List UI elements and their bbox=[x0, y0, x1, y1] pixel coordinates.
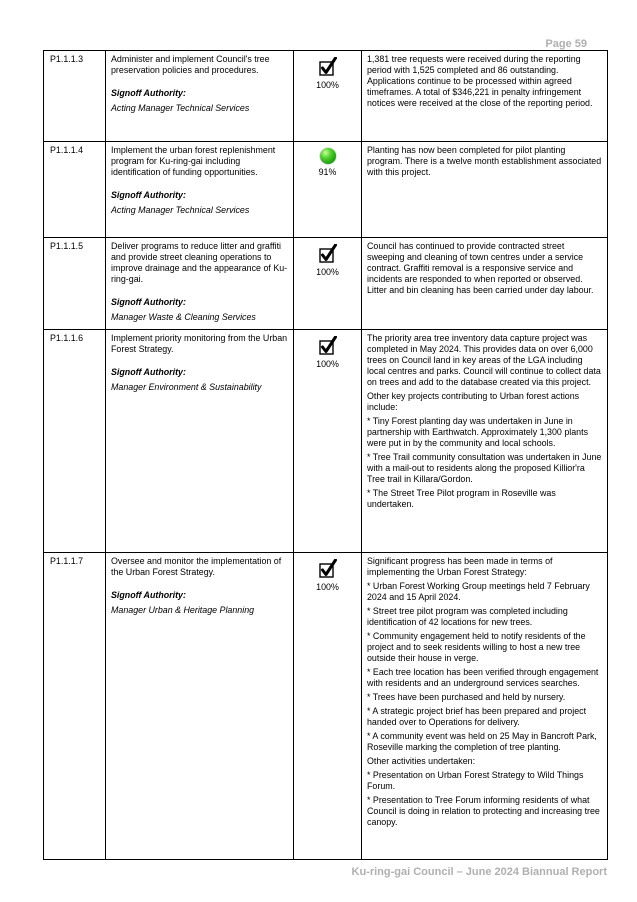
status-percent: 100% bbox=[316, 582, 339, 592]
status-cell bbox=[294, 238, 362, 330]
comment-paragraph: * The Street Tree Pilot program in Roseville was undertaken. bbox=[367, 488, 556, 509]
action-code: P1.1.1.5 bbox=[44, 238, 106, 330]
signoff-name: Manager Waste & Cleaning Services bbox=[111, 312, 256, 322]
action-description: Implement priority monitoring from the Urban Forest Strategy. bbox=[111, 333, 288, 354]
comment-paragraph: * Tree Trail community consultation was undertaken in June with a mail-out to residents along the proposed Killior'ra Tree trail in Killara/Gordon. bbox=[367, 452, 602, 484]
comment-paragraph: 1,381 tree requests were received during the reporting period with 1,525 completed and 86 outstanding. Applications continue to be processed within agreed timeframes. A total of $346,221 in penalty infringement notices were received at the close of the reporting period. bbox=[367, 54, 593, 108]
table-row bbox=[44, 238, 608, 330]
comment-paragraph: * Street tree pilot program was completed including identification of 42 locations for new trees. bbox=[367, 606, 568, 627]
signoff-name: Manager Urban & Heritage Planning bbox=[111, 605, 255, 615]
status-percent: 100% bbox=[316, 359, 339, 369]
comments-cell bbox=[362, 51, 608, 142]
table-row bbox=[44, 142, 608, 238]
action-code: P1.1.1.4 bbox=[44, 142, 106, 238]
comment-paragraph: * Tiny Forest planting day was undertaken in June in partnership with Earthwatch. Approximately 1,300 plants were put in by the community and local schools. bbox=[367, 416, 589, 448]
page-number: Page 59 bbox=[545, 38, 587, 50]
comment-paragraph: * A community event was held on 25 May in Bancroft Park, Roseville marking the completion of tree planting. bbox=[367, 731, 597, 752]
signoff-name: Acting Manager Technical Services bbox=[111, 103, 250, 113]
checkmark-icon bbox=[319, 244, 337, 264]
action-description: Oversee and monitor the implementation of the Urban Forest Strategy. bbox=[111, 556, 282, 577]
green-dot-icon bbox=[320, 148, 336, 164]
action-code: P1.1.1.6 bbox=[44, 330, 106, 553]
status-cell bbox=[294, 142, 362, 238]
comment-paragraph: Significant progress has been made in terms of implementing the Urban Forest Strategy: bbox=[367, 556, 553, 577]
comment-paragraph: * Presentation to Tree Forum informing residents of what Council is doing in relation to protecting and increasing tree canopy. bbox=[367, 795, 600, 827]
comment-paragraph: * Trees have been purchased and held by nursery. bbox=[367, 692, 566, 702]
comment-paragraph: Other activities undertaken: bbox=[367, 756, 476, 766]
action-code: P1.1.1.7 bbox=[44, 553, 106, 860]
signoff-label: Signoff Authority: bbox=[111, 590, 186, 600]
status-cell bbox=[294, 330, 362, 553]
table-row bbox=[44, 553, 608, 860]
action-description-cell bbox=[106, 142, 294, 238]
comments-cell bbox=[362, 142, 608, 238]
signoff-name: Acting Manager Technical Services bbox=[111, 205, 250, 215]
comment-paragraph: * Urban Forest Working Group meetings held 7 February 2024 and 15 April 2024. bbox=[367, 581, 590, 602]
report-footer: Ku-ring-gai Council – June 2024 Biannual Report bbox=[351, 866, 607, 878]
action-description-cell bbox=[106, 51, 294, 142]
comment-paragraph: * Each tree location has been verified through engagement with residents and an underground services searches. bbox=[367, 667, 599, 688]
comments-cell bbox=[362, 330, 608, 553]
checkmark-icon bbox=[319, 559, 337, 579]
comments-cell bbox=[362, 553, 608, 860]
status-cell bbox=[294, 51, 362, 142]
signoff-label: Signoff Authority: bbox=[111, 367, 186, 377]
action-description: Administer and implement Council's tree preservation policies and procedures. bbox=[111, 54, 270, 75]
status-percent: 100% bbox=[316, 267, 339, 277]
action-description-cell bbox=[106, 238, 294, 330]
comment-paragraph: * Presentation on Urban Forest Strategy to Wild Things Forum. bbox=[367, 770, 584, 791]
signoff-label: Signoff Authority: bbox=[111, 88, 186, 98]
action-description-cell bbox=[106, 553, 294, 860]
comment-paragraph: * A strategic project brief has been prepared and project handed over to Operations for delivery. bbox=[367, 706, 587, 727]
comments-cell bbox=[362, 238, 608, 330]
action-code: P1.1.1.3 bbox=[44, 51, 106, 142]
comment-paragraph: The priority area tree inventory data capture project was completed in May 2024. This provides data on over 6,000 trees on Council land in key areas of the LGA including local centres and parks. Council will continue to collect data on trees and add to the database created via this project. bbox=[367, 333, 601, 387]
table-row bbox=[44, 330, 608, 553]
signoff-label: Signoff Authority: bbox=[111, 190, 186, 200]
comment-paragraph: Other key projects contributing to Urban forest actions include: bbox=[367, 391, 580, 412]
status-cell bbox=[294, 553, 362, 860]
comment-paragraph: * Community engagement held to notify residents of the project and to seek residents willing to host a new tree outside their house in verge. bbox=[367, 631, 586, 663]
status-percent: 100% bbox=[316, 80, 339, 90]
action-description-cell bbox=[106, 330, 294, 553]
comment-paragraph: Planting has now been completed for pilot planting program. There is a twelve month establishment associated with this project. bbox=[367, 145, 602, 177]
status-percent: 91% bbox=[318, 167, 337, 177]
action-table bbox=[43, 50, 608, 860]
signoff-label: Signoff Authority: bbox=[111, 297, 186, 307]
checkmark-icon bbox=[319, 336, 337, 356]
table-row bbox=[44, 51, 608, 142]
action-description: Implement the urban forest replenishment program for Ku-ring-gai including identification of funding opportunities. bbox=[111, 145, 276, 177]
signoff-name: Manager Environment & Sustainability bbox=[111, 382, 262, 392]
checkmark-icon bbox=[319, 57, 337, 77]
comment-paragraph: Council has continued to provide contracted street sweeping and cleaning of town centres under a service contract. Graffiti removal is a responsive service and incidents are responded to when reported or observed. Litter and bin cleaning has been carried under day labour. bbox=[367, 241, 594, 295]
action-description: Deliver programs to reduce litter and graffiti and provide street cleaning operations to improve drainage and the appearance of Ku-ring-gai. bbox=[111, 241, 288, 284]
